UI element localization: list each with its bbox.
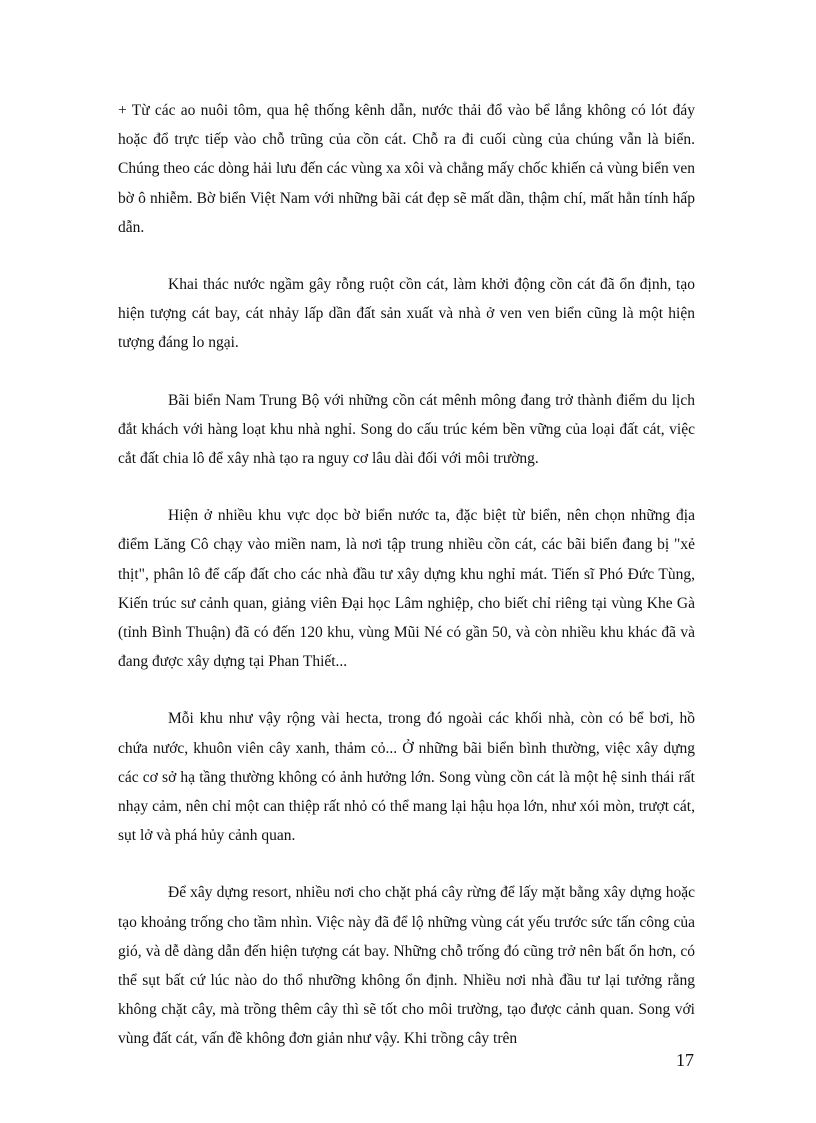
paragraph-resort-infrastructure: Mỗi khu như vậy rộng vài hecta, trong đó ngoài các khối nhà, còn có bể bơi, hồ chứa nước, khuôn viên cây xanh, thảm cỏ... Ở những bãi biển bình thường, việc xây dựng các cơ sở hạ tầng thường không có ảnh hưởng lớn. Song vùng cồn cát là một hệ sinh thái rất nhạy cảm, nên chỉ một can thiệp rất nhỏ có thể mang lại hậu họa lớn, như xói mòn, trượt cát, sụt lở và phá hủy cảnh quan.: [118, 710, 695, 845]
document-page: [118, 96, 695, 1082]
page-number: 17: [676, 1050, 694, 1070]
paragraph-shrimp-ponds: + Từ các ao nuôi tôm, qua hệ thống kênh dẫn, nước thải đổ vào bể lắng không có lót đáy hoặc đổ trực tiếp vào chỗ trũng của cồn cát. Chỗ ra đi cuối cùng của chúng vẫn là biển. Chúng theo các dòng hải lưu đến các vùng xa xôi và chẳng mấy chốc khiến cả vùng biển ven bờ ô nhiễm. Bờ biển Việt Nam với những bãi cát đẹp sẽ mất dần, thậm chí, mất hẳn tính hấp dẫn.: [118, 102, 695, 236]
paragraph-coastal-land-division: Hiện ở nhiều khu vực dọc bờ biển nước ta, đặc biệt từ biển, nên chọn những địa điểm Lăng Cô chạy vào miền nam, là nơi tập trung nhiều cồn cát, các bãi biển đang bị "xẻ thịt", phân lô để cấp đất cho các nhà đầu tư xây dựng khu nghỉ mát. Tiến sĩ Phó Đức Tùng, Kiến trúc sư cảnh quan, giảng viên Đại học Lâm nghiệp, cho biết chỉ riêng tại vùng Khe Gà (tỉnh Bình Thuận) đã có đến 120 khu, vùng Mũi Né có gần 50, và còn nhiều khu khác đã và đang được xây dựng tại Phan Thiết...: [118, 507, 695, 671]
paragraph-forest-clearing: Để xây dựng resort, nhiều nơi cho chặt phá cây rừng để lấy mặt bằng xây dựng hoặc tạo khoảng trống cho tầm nhìn. Việc này đã để lộ những vùng cát yếu trước sức tấn công của gió, và dễ dàng dẫn đến hiện tượng cát bay. Những chỗ trống đó cũng trở nên bất ổn hơn, có thể sụt bất cứ lúc nào do thổ nhưỡng không ổn định. Nhiều nơi nhà đầu tư lại tưởng rằng không chặt cây, mà trồng thêm cây thì sẽ tốt cho môi trường, tạo được cảnh quan. Song với vùng đất cát, vấn đề không đơn giản như vậy. Khi trồng cây trên: [118, 884, 695, 1048]
paragraph-groundwater: Khai thác nước ngầm gây rỗng ruột cồn cát, làm khởi động cồn cát đã ổn định, tạo hiện tượng cát bay, cát nhảy lấp dần đất sản xuất và nhà ở ven ven biển cũng là một hiện tượng đáng lo ngại.: [118, 276, 695, 352]
paragraph-south-central-beaches: Bãi biển Nam Trung Bộ với những cồn cát mênh mông đang trở thành điểm du lịch đắt khách với hàng loạt khu nhà nghỉ. Song do cấu trúc kém bền vững của loại đất cát, việc cắt đất chia lô để xây nhà tạo ra nguy cơ lâu dài đối với môi trường.: [118, 391, 695, 468]
